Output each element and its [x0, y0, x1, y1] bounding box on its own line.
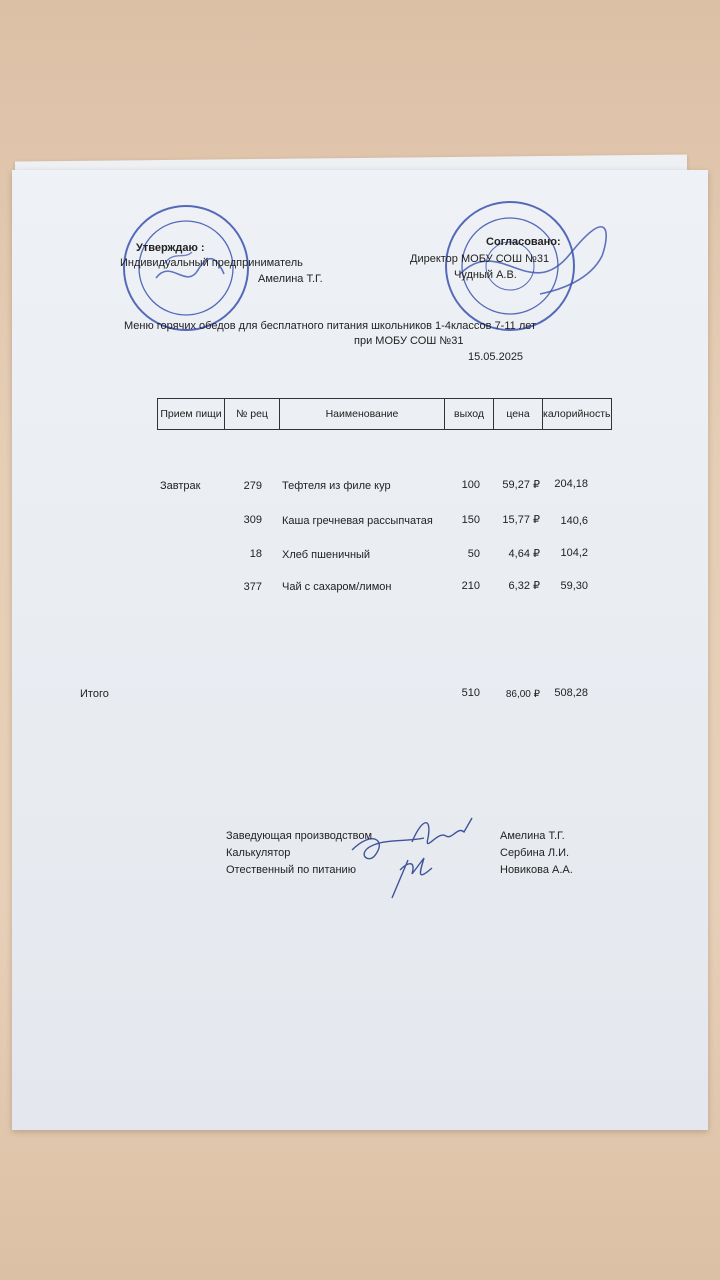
signature-name-1: Амелина Т.Г. [500, 830, 565, 842]
document-date: 15.05.2025 [468, 351, 524, 363]
signature-name-3: Новикова А.А. [500, 864, 573, 876]
row-price: 59,27 ₽ [502, 479, 540, 491]
row-dish-name: Каша гречневая рассыпчатая [282, 515, 433, 527]
handwritten-signatures [312, 810, 492, 900]
meal-label: Завтрак [160, 480, 201, 492]
row-dish-name: Чай с сахаром/лимон [282, 581, 392, 593]
row-price: 6,32 ₽ [508, 580, 540, 592]
row-price: 4,64 ₽ [508, 548, 540, 560]
row-calories: 59,30 [560, 580, 588, 592]
document-title-line1: Меню горячих обедов для бесплатного питания школьников 1-4классов 7-11 лет [124, 320, 537, 332]
row-calories: 140,6 [560, 515, 588, 527]
signature-name-2: Сербина Л.И. [500, 847, 570, 859]
header-calories: калорийность [543, 399, 612, 430]
row-dish-name: Хлеб пшеничный [282, 549, 371, 561]
total-calories: 508,28 [554, 687, 588, 699]
total-output: 510 [461, 687, 480, 699]
row-output: 210 [461, 580, 480, 592]
approval-left-role: Индивидуальный предприниматель [120, 257, 303, 269]
header-name: Наименование [280, 399, 445, 430]
row-recipe-no: 279 [243, 480, 262, 492]
signature-role-1: Заведующая производством [226, 830, 373, 842]
row-output: 50 [467, 548, 480, 560]
approval-left-title: Утверждаю : [136, 242, 205, 254]
total-label: Итого [80, 688, 109, 700]
row-output: 150 [461, 514, 480, 526]
total-price: 86,00 ₽ [505, 689, 540, 700]
document-title-line2: при МОБУ СОШ №31 [354, 335, 464, 347]
approval-right-name: Чудный А.В. [454, 269, 517, 281]
row-output: 100 [461, 479, 480, 491]
signature-role-2: Калькулятор [226, 847, 291, 859]
row-dish-name: Тефтеля из филе кур [282, 480, 391, 492]
header-recipe-no: № рец [225, 399, 280, 430]
approval-right-role: Директор МОБУ СОШ №31 [410, 253, 550, 265]
signature-role-3: Отественный по питанию [226, 864, 356, 876]
header-output: выход [445, 399, 494, 430]
row-calories: 204,18 [554, 478, 588, 490]
approval-left-name: Амелина Т.Г. [258, 273, 323, 285]
header-meal: Прием пищи [158, 399, 225, 430]
menu-table-header [157, 398, 612, 430]
menu-document [12, 170, 708, 1130]
row-recipe-no: 377 [243, 581, 262, 593]
row-calories: 104,2 [560, 547, 588, 559]
approval-right-title: Согласовано: [486, 236, 561, 248]
row-price: 15,77 ₽ [502, 514, 540, 526]
row-recipe-no: 309 [243, 514, 262, 526]
row-recipe-no: 18 [249, 548, 262, 560]
header-price: цена [494, 399, 543, 430]
